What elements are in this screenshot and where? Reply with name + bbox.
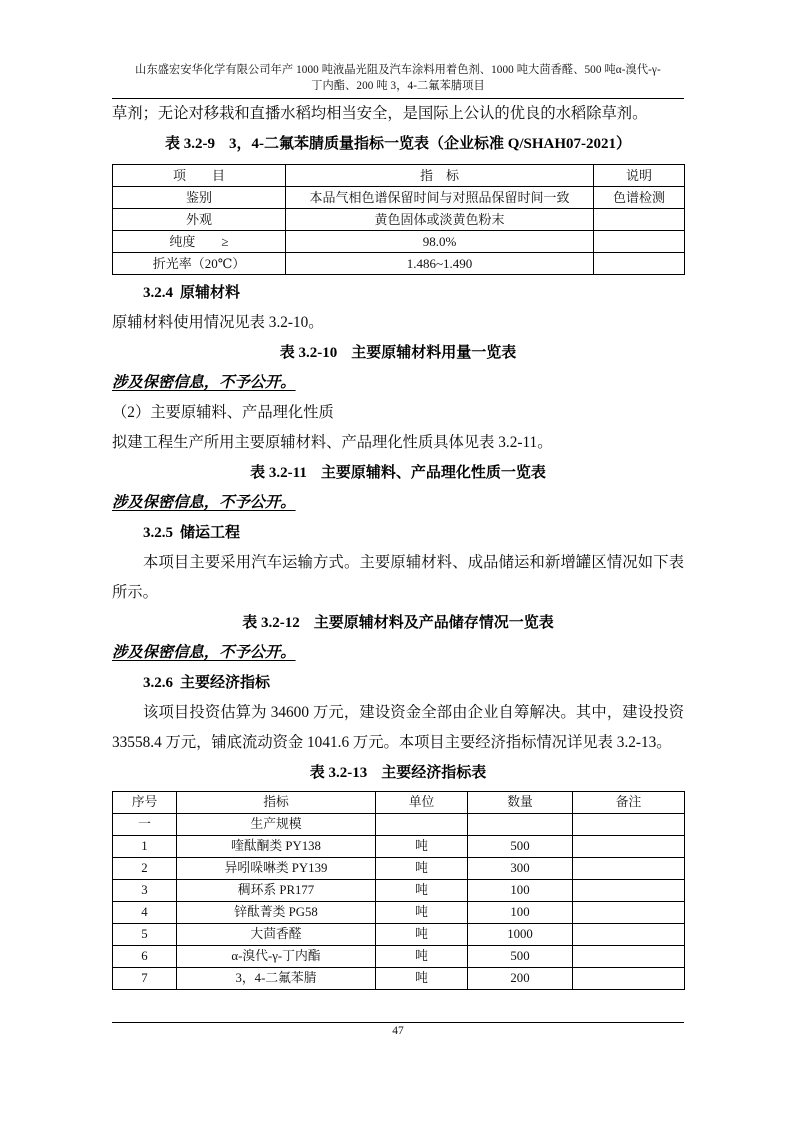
caption-number: 表 3.2-12 bbox=[242, 615, 300, 631]
caption-title: 3，4-二氟苯腈质量指标一览表（企业标准 Q/SHAH07-2021） bbox=[228, 136, 632, 152]
cell-quantity: 100 bbox=[468, 902, 573, 924]
paragraph-3-2-4: 原辅材料使用情况见表 3.2-10。 bbox=[112, 314, 324, 331]
cell-indicator: 本品气相色谱保留时间与对照品保留时间一致 bbox=[286, 187, 594, 209]
cell-indicator: 锌酞菁类 PG58 bbox=[177, 902, 376, 924]
cell-remark bbox=[573, 968, 685, 990]
caption-number: 表 3.2-11 bbox=[250, 465, 307, 481]
heading-3-2-4 bbox=[112, 278, 684, 308]
cell-remark bbox=[573, 858, 685, 880]
cell-index: 2 bbox=[113, 858, 177, 880]
table-row bbox=[113, 880, 685, 902]
cell-quantity: 200 bbox=[468, 968, 573, 990]
cell-quantity: 500 bbox=[468, 946, 573, 968]
column-header-quantity: 数量 bbox=[468, 792, 573, 814]
cell-index: 6 bbox=[113, 946, 177, 968]
cell-remark bbox=[573, 946, 685, 968]
confidential-notice-3-2-12: 涉及保密信息，不予公开。 bbox=[112, 644, 296, 661]
paragraph-3-2-5: 本项目主要采用汽车运输方式。主要原辅材料、成品储运和新增罐区情况如下表所示。 bbox=[112, 554, 684, 601]
table-row bbox=[113, 902, 685, 924]
column-header-note: 说明 bbox=[594, 165, 685, 187]
cell-index: 7 bbox=[113, 968, 177, 990]
table-row-header bbox=[113, 792, 685, 814]
heading-number: 3.2.6 bbox=[143, 675, 173, 691]
caption-table-3-2-9 bbox=[112, 129, 684, 159]
cell-quantity: 100 bbox=[468, 880, 573, 902]
cell-index: 4 bbox=[113, 902, 177, 924]
page-number: 47 bbox=[392, 1025, 404, 1037]
paragraph-2-body: 拟建工程生产所用主要原辅材料、产品理化性质具体见表 3.2-11。 bbox=[112, 434, 553, 451]
heading-text: 储运工程 bbox=[180, 525, 241, 541]
column-header-indicator: 指 标 bbox=[286, 165, 594, 187]
cell-unit: 吨 bbox=[376, 858, 468, 880]
page-content bbox=[112, 0, 684, 990]
cell-quantity: 1000 bbox=[468, 924, 573, 946]
heading-text: 主要经济指标 bbox=[180, 675, 271, 691]
caption-table-3-2-13 bbox=[112, 758, 684, 788]
cell-indicator: 大茴香醛 bbox=[177, 924, 376, 946]
heading-number: 3.2.4 bbox=[143, 285, 173, 301]
cell-indicator: 黄色固体或淡黄色粉末 bbox=[286, 209, 594, 231]
heading-3-2-5 bbox=[112, 518, 684, 548]
cell-remark bbox=[573, 902, 685, 924]
cell-unit bbox=[376, 814, 468, 836]
table-row bbox=[113, 814, 685, 836]
cell-indicator: 喹酞酮类 PY138 bbox=[177, 836, 376, 858]
cell-indicator: 生产规模 bbox=[177, 814, 376, 836]
cell-note bbox=[594, 253, 685, 275]
column-header-item: 项 目 bbox=[113, 165, 286, 187]
cell-unit: 吨 bbox=[376, 836, 468, 858]
table-row bbox=[113, 968, 685, 990]
cell-indicator: 98.0% bbox=[286, 231, 594, 253]
cell-unit: 吨 bbox=[376, 946, 468, 968]
carryover-paragraph: 草剂；无论对移栽和直播水稻均相当安全，是国际上公认的优良的水稻除草剂。 bbox=[112, 105, 648, 122]
column-header-index: 序号 bbox=[113, 792, 177, 814]
running-header-line-1: 山东盛宏安华化学有限公司年产 1000 吨液晶光阻及汽车涂料用着色剂、1000 吨大茴香醛、500 吨α-溴代-γ- bbox=[135, 64, 661, 76]
running-header bbox=[112, 0, 684, 94]
cell-indicator: 异吲哚啉类 PY139 bbox=[177, 858, 376, 880]
column-header-unit: 单位 bbox=[376, 792, 468, 814]
cell-indicator: 1.486~1.490 bbox=[286, 253, 594, 275]
table-row bbox=[113, 924, 685, 946]
cell-item: 鉴别 bbox=[113, 187, 286, 209]
cell-quantity: 300 bbox=[468, 858, 573, 880]
paragraph-2-title: （2）主要原辅料、产品理化性质 bbox=[112, 404, 334, 421]
cell-unit: 吨 bbox=[376, 968, 468, 990]
table-row bbox=[113, 836, 685, 858]
table-row bbox=[113, 187, 685, 209]
caption-table-3-2-10 bbox=[112, 338, 684, 368]
footer-rule bbox=[112, 1022, 684, 1023]
caption-title: 主要原辅材料及产品储存情况一览表 bbox=[313, 615, 554, 631]
table-row-header bbox=[113, 165, 685, 187]
table-3-2-9 bbox=[112, 164, 685, 275]
cell-remark bbox=[573, 814, 685, 836]
heading-text: 原辅材料 bbox=[180, 285, 241, 301]
caption-table-3-2-12 bbox=[112, 608, 684, 638]
confidential-notice-3-2-10: 涉及保密信息，不予公开。 bbox=[112, 374, 296, 391]
cell-unit: 吨 bbox=[376, 924, 468, 946]
cell-index: 5 bbox=[113, 924, 177, 946]
caption-number: 表 3.2-13 bbox=[309, 765, 368, 781]
cell-remark bbox=[573, 880, 685, 902]
cell-note bbox=[594, 231, 685, 253]
cell-indicator: α-溴代-γ-丁内酯 bbox=[177, 946, 376, 968]
column-header-remark: 备注 bbox=[573, 792, 685, 814]
cell-item: 纯度 ≥ bbox=[113, 231, 286, 253]
caption-number: 表 3.2-10 bbox=[279, 345, 338, 361]
column-header-indicator: 指标 bbox=[177, 792, 376, 814]
cell-quantity: 500 bbox=[468, 836, 573, 858]
cell-quantity bbox=[468, 814, 573, 836]
heading-number: 3.2.5 bbox=[143, 525, 173, 541]
cell-indicator: 3，4-二氟苯腈 bbox=[177, 968, 376, 990]
caption-title: 主要原辅材料用量一览表 bbox=[351, 345, 517, 361]
cell-index: 1 bbox=[113, 836, 177, 858]
heading-3-2-6 bbox=[112, 668, 684, 698]
paragraph-3-2-6: 该项目投资估算为 34600 万元，建设资金全部由企业自筹解决。其中，建设投资 33558.4 万元，铺底流动资金 1041.6 万元。本项目主要经济指标情况详见表 3.2-13。 bbox=[112, 704, 684, 751]
cell-index: 3 bbox=[113, 880, 177, 902]
table-row bbox=[113, 858, 685, 880]
cell-note bbox=[594, 209, 685, 231]
cell-note: 色谱检测 bbox=[594, 187, 685, 209]
running-header-line-2: 丁内酯、200 吨 3，4-二氟苯腈项目 bbox=[311, 80, 485, 92]
cell-remark bbox=[573, 836, 685, 858]
confidential-notice-3-2-11: 涉及保密信息，不予公开。 bbox=[112, 494, 296, 511]
table-row bbox=[113, 209, 685, 231]
cell-item: 外观 bbox=[113, 209, 286, 231]
table-row bbox=[113, 231, 685, 253]
caption-title: 主要经济指标表 bbox=[381, 765, 487, 781]
cell-index: 一 bbox=[113, 814, 177, 836]
caption-title: 主要原辅料、产品理化性质一览表 bbox=[320, 465, 546, 481]
cell-unit: 吨 bbox=[376, 902, 468, 924]
table-row bbox=[113, 946, 685, 968]
cell-unit: 吨 bbox=[376, 880, 468, 902]
table-3-2-13 bbox=[112, 791, 685, 990]
table-row bbox=[113, 253, 685, 275]
cell-indicator: 稠环系 PR177 bbox=[177, 880, 376, 902]
cell-item: 折光率（20℃） bbox=[113, 253, 286, 275]
caption-number: 表 3.2-9 bbox=[164, 136, 215, 152]
caption-table-3-2-11 bbox=[112, 458, 684, 488]
cell-remark bbox=[573, 924, 685, 946]
